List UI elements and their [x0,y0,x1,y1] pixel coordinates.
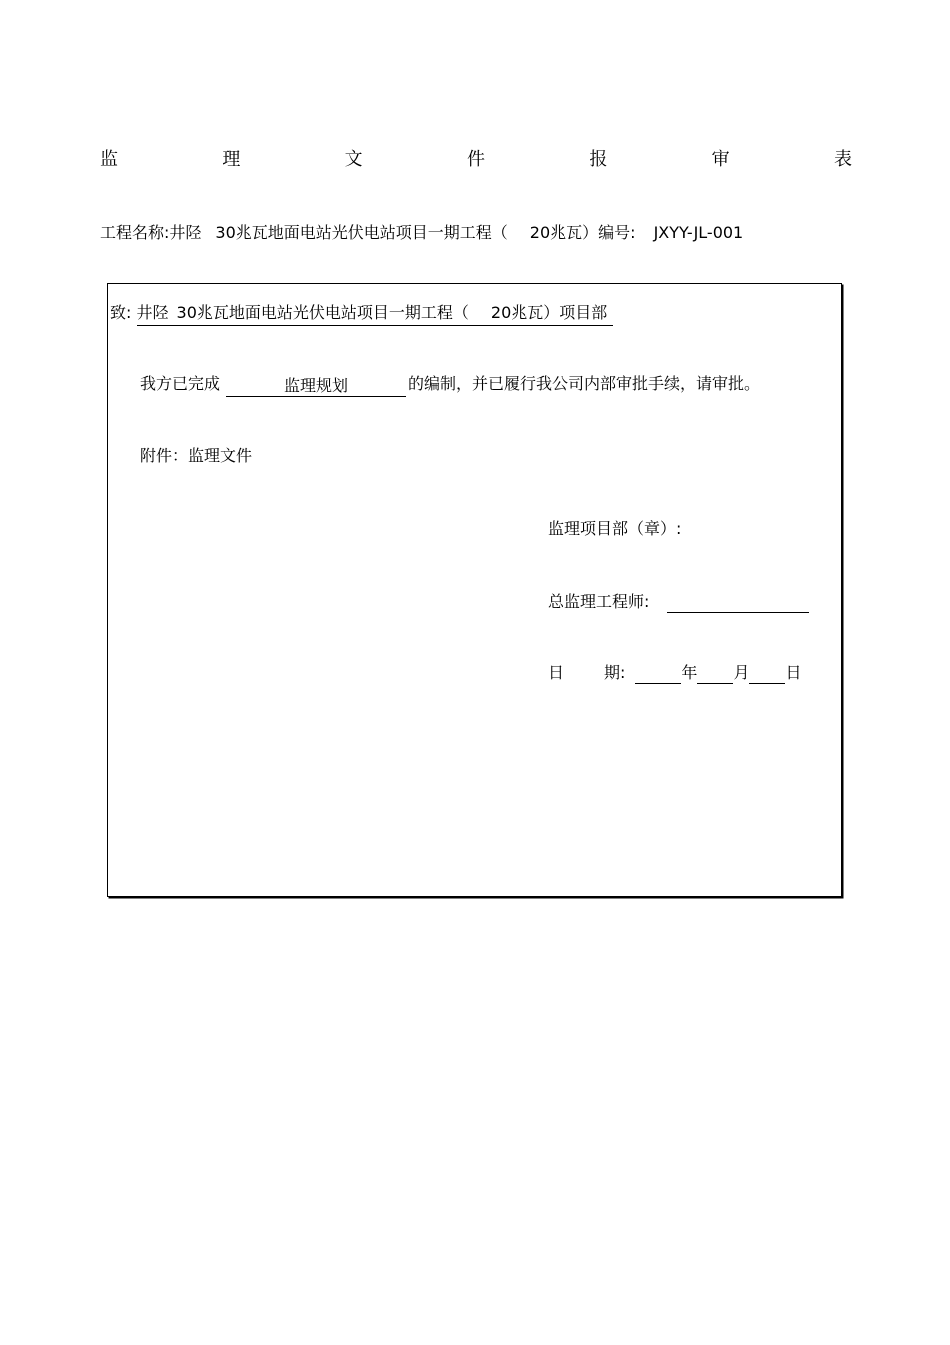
attachment-line: 附件：监理文件 [140,446,253,465]
title-char: 报 [589,149,608,170]
year-label: 年 [681,663,698,682]
title-char: 审 [711,149,730,170]
recipient-part: 20兆瓦）项目部 [490,303,608,322]
recipient-part: 井陉 [136,303,169,322]
recipient-line [110,302,613,326]
title-char: 理 [222,149,241,170]
dept-seal-label: 监理项目部（章）: [548,519,682,538]
day-field[interactable] [749,663,785,684]
date-label-a: 日 [548,663,565,682]
date-line [548,662,801,684]
title-char: 件 [466,149,485,170]
project-info-line [100,222,743,244]
chief-engineer-signature-field[interactable] [667,592,809,613]
statement-prefix: 我方已完成 [140,374,221,393]
document-type-field[interactable]: 监理规划 [226,376,406,397]
code-label: 编号: [598,223,636,242]
submission-form [107,283,842,897]
recipient-part: 30兆瓦地面电站光伏电站项目一期工程（ [176,303,469,322]
project-name-part: 20兆瓦） [529,223,599,242]
chief-engineer-label: 总监理工程师: [548,592,650,611]
submission-statement [140,373,760,395]
recipient-field[interactable] [137,302,614,326]
month-label: 月 [733,663,750,682]
date-label-b: 期: [604,663,626,682]
month-field[interactable] [697,663,733,684]
day-label: 日 [785,663,802,682]
title-char: 监 [100,149,118,170]
project-label: 工程名称: [100,223,170,242]
chief-engineer-line [548,591,809,613]
year-field[interactable] [635,663,681,684]
project-name-part: 井陉 [169,223,202,242]
code-value: JXYY-JL-001 [653,223,744,242]
statement-suffix: 的编制，并已履行我公司内部审批手续，请审批。 [408,374,761,393]
document-title [100,148,852,172]
to-label: 致: [110,303,132,322]
title-char: 文 [344,149,363,170]
title-char: 表 [833,149,852,170]
project-name-part: 30兆瓦地面电站光伏电站项目一期工程（ [215,223,508,242]
